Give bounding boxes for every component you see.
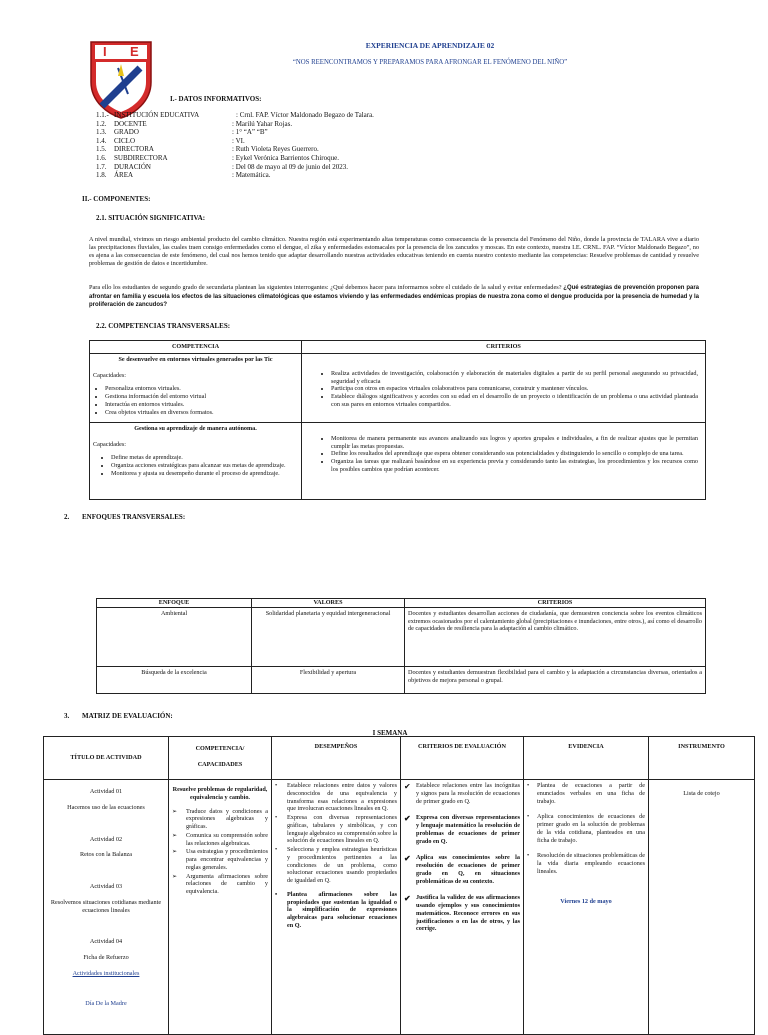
datos-number: 1.5. — [96, 145, 107, 154]
capacidades-label: Capacidades: — [93, 371, 126, 379]
competencia-row-autonoma — [90, 422, 706, 499]
datos-row — [96, 154, 516, 163]
datos-heading: I.- DATOS INFORMATIVOS: — [170, 95, 262, 103]
desempeno-text: Establece relaciones entre datos y valores desconocidos de una equivalencia y transforma esas relaciones a expresiones que involucran ecuaciones lineales en Q. — [287, 782, 397, 813]
criterio-evaluacion-text: Establece relaciones entre las incógnitas y signos para la resolución de ecuaciones de primer grado en Q. — [416, 782, 520, 805]
document-title: EXPERIENCIA DE APRENDIZAJE 02 — [365, 41, 495, 50]
semana-label: I SEMANA — [372, 729, 408, 737]
actividad-title: Hacemos uso de las ecuaciones — [67, 803, 145, 811]
evidencia-header: EVIDENCIA — [524, 737, 649, 780]
criterios-header: CRITERIOS — [302, 341, 706, 354]
evidencia-cell — [524, 780, 649, 1035]
capacidad-item: • Organiza acciones estratégicas para alcanzar sus metas de aprendizaje. — [111, 462, 298, 470]
criterio-item: • Define los resultados del aprendizaje que espera obtener considerando sus potencialidades y distinguiendo lo sencillo o complejo de una tarea. — [331, 450, 698, 458]
evidencia-text: Aplica conocimientos de ecuaciones de primer grado en la solución de problemas de la vida cotidiana, planteados en una ficha de trabajo. — [537, 813, 645, 844]
logo-letter-i: I — [103, 44, 107, 59]
enfoque-row — [97, 607, 706, 666]
evidencia-item — [527, 813, 645, 844]
capacidad-item: • Crea objetos virtuales en diversos formatos. — [105, 409, 298, 417]
actividad-title: Resolvemos situaciones cotidianas mediante ecuaciones lineales — [50, 898, 162, 914]
datos-row — [96, 163, 516, 172]
bullet-icon: • — [275, 890, 278, 898]
actividad-label: Actividad 04 — [89, 938, 123, 946]
competencia-title: Se desenvuelve en entornos virtuales generados por las Tic — [118, 355, 273, 363]
evidencia-item — [527, 782, 645, 805]
desempeno-item — [275, 782, 397, 813]
actividades-cell — [44, 780, 169, 1035]
school-logo — [88, 38, 154, 120]
datos-label: DIRECTORA — [114, 145, 154, 154]
datos-label: CICLO — [114, 136, 135, 145]
criterios-evaluacion-cell — [401, 780, 524, 1035]
evidencia-fecha: Viernes 12 de mayo — [560, 897, 612, 905]
datos-label: ÁREA — [114, 171, 134, 180]
datos-value: : Eykel Verónica Barrientos Chiroque. — [232, 153, 339, 162]
bullet-icon: • — [275, 782, 278, 789]
componentes-heading: II.- COMPONENTES: — [82, 195, 151, 203]
competencia-header: COMPETENCIA — [90, 341, 302, 354]
bullet-icon: • — [527, 782, 530, 789]
criterio-evaluacion-text: Expresa con diversas representaciones y lenguaje matemático la resolución de problemas de ecuaciones de primer grado en Q. — [416, 814, 520, 845]
dia-madre-label: Día De la Madre — [85, 999, 127, 1007]
criterio-item: • Establece diálogos significativos y acordes con su edad en el desarrollo de un proyecto o identificación de un problema o una actividad planteada con sus pares en entornos virtuales compartidos. — [331, 393, 698, 409]
situacion-question-1: Para ello los estudiantes de segundo grado de secundaria plantean las siguientes interrogantes: ¿Qué debemos hacer para informarnos sobre el cuidado de la salud y evitar enfermedades? — [89, 284, 564, 291]
datos-number: 1.4. — [96, 136, 107, 145]
actividad-item — [47, 836, 165, 860]
criterio-item: • Participa con otros en espacios virtuales colaborativos para comunicarse, construir y mantener vínculos. — [331, 385, 698, 393]
datos-value: : Crnl. FAP. Víctor Maldonado Begazo de Talara. — [236, 111, 374, 119]
criterio-evaluacion-text: Justifica la validez de sus afirmaciones usando ejemplos y sus conocimientos matemáticos. Reconoce errores en sus justificaciones o en las de otros, y las corrige. — [416, 894, 520, 933]
bullet-icon: • — [275, 846, 278, 853]
criterios-list — [305, 435, 702, 474]
datos-row — [96, 171, 516, 180]
actividad-item — [47, 883, 165, 914]
desempenos-header: DESEMPEÑOS — [272, 737, 401, 780]
datos-row — [96, 128, 516, 137]
capacidades-header-label: CAPACIDADES — [197, 760, 243, 768]
matriz-capacidad-item — [172, 873, 268, 896]
datos-label: GRADO — [114, 128, 139, 137]
datos-number: 1.7. — [96, 162, 107, 171]
datos-value: : 1° “A” “B” — [232, 128, 268, 137]
datos-number: 1.1.- — [96, 111, 109, 119]
bullet-icon: • — [275, 814, 278, 821]
desempenos-cell — [272, 780, 401, 1035]
datos-label: SUBDIRECTORA — [114, 153, 168, 162]
matriz-table — [43, 736, 755, 1035]
criterios-cell — [302, 353, 706, 422]
situacion-paragraph-1: A nivel mundial, vivimos un riesgo ambiental producto del cambio climático. Nuestra región está experimentando altas temperaturas como consecuencia de la presencia del Fenómeno del Niño, donde la provincia de TALARA vive a diario las precipitaciones fluviales, las cuales traen consigo enfermedades como el dengue, el zika y enfermedades estomacales por la presencia de los zancudos y moscas. En este contexto, nuestra I.E. CRNL. FAP. “Víctor Maldonado Begazo”, no es ajena a las consecuencias de este fenómeno, del cual nos hemos tenido que adaptar desarrollando nuestras actividades educativas teniendo en cuenta nuestro contexto mediante las competencias: Resuelve problemas de cantidad y resuelve problemas de gestión de datos e incertidumbre. — [89, 236, 699, 267]
competencia-cell — [90, 353, 302, 422]
actividad-label: Actividad 02 — [89, 835, 123, 843]
matriz-header-row — [44, 737, 755, 780]
actividades-institucionales-link[interactable]: Actividades institucionales — [72, 969, 140, 977]
competencia-title: Gestiona su aprendizaje de manera autónoma. — [134, 424, 257, 432]
titulo-actividad-header: TÍTULO DE ACTIVIDAD — [44, 737, 169, 780]
arrow-bullet-icon: ➢ — [172, 872, 178, 880]
logo-letter-e: E — [130, 44, 139, 59]
criterio-evaluacion-item — [404, 854, 520, 885]
enfoque-valores: Flexibilidad y apertura — [252, 666, 405, 693]
enfoques-table — [96, 598, 706, 694]
enfoque-criterios: Docentes y estudiantes demuestran flexibilidad para el cambio y la adaptación a circunstancias diversas, orientados a objetivos de mejora personal o grupal. — [405, 666, 706, 693]
document-subtitle: “NOS REENCONTRAMOS Y PREPARAMOS PARA AFRONGAR EL FENÓMENO DEL NIÑO” — [292, 59, 568, 66]
criterio-item: • Realiza actividades de investigación, colaboración y elaboración de materiales digitales a partir de su perfil personal asegurando su privacidad, seguridad y eficacia — [331, 370, 698, 386]
desempeno-text: Selecciona y emplea estrategias heurísticas y procedimientos pertinentes a las condiciones de un problema, como solucionar ecuaciones usando propiedades de igualdad en Q. — [287, 846, 397, 884]
criterio-evaluacion-item — [404, 782, 520, 805]
enfoque-header: ENFOQUE — [97, 599, 252, 608]
competencia-cell — [90, 422, 302, 499]
situacion-question-2: ¿Qué estrategias de prevención proponen para afrontar en familia y escuela los efectos de las situaciones climatológicas que estamos viviendo y las enfermedades endémicas propias de nuestra zona como el dengue producida por la presencia de humedad y la proliferación de zancudos? — [89, 285, 700, 308]
datos-label: DURACIÓN — [114, 162, 151, 171]
matriz-competencia-title: Resuelve problemas de regularidad, equivalencia y cambio. — [172, 786, 268, 801]
capacidad-item: • Monitorea y ajusta su desempeño durante el proceso de aprendizaje. — [111, 470, 298, 478]
evidencia-text: Resolución de situaciones problemáticas de la vida diaria empleando ecuaciones lineales. — [537, 852, 645, 875]
instrumento-cell: Lista de cotejo — [649, 780, 755, 1035]
arrow-bullet-icon: ➢ — [172, 807, 178, 815]
datos-row — [96, 111, 516, 120]
enfoque-valores: Solidaridad planetaria y equidad intergeneracional — [252, 607, 405, 666]
enfoques-heading: ENFOQUES TRANSVERSALES: — [82, 513, 186, 521]
datos-number: 1.3. — [96, 128, 107, 137]
actividad-label: Actividad 03 — [89, 883, 123, 890]
bullet-icon: • — [527, 813, 530, 821]
check-icon: ✔ — [404, 782, 411, 791]
check-icon: ✔ — [404, 854, 411, 864]
situacion-heading: 2.1. SITUACIÓN SIGNIFICATIVA: — [96, 214, 206, 222]
criterio-evaluacion-text: Aplica sus conocimientos sobre la resolución de ecuaciones de primer grado en Q, en situaciones problemáticas de su contexto. — [416, 854, 520, 885]
enfoque-criterios-header: CRITERIOS — [405, 599, 706, 608]
arrow-bullet-icon: ➢ — [172, 848, 178, 856]
situacion-paragraph-2 — [89, 284, 699, 310]
desempeno-bold-item — [275, 891, 397, 930]
capacidad-item: • Personaliza entornos virtuales. — [105, 385, 298, 393]
capacidad-item: • Interactúa en entornos virtuales. — [105, 401, 298, 409]
desempeno-item — [275, 846, 397, 885]
competencia-row-tic — [90, 353, 706, 422]
capacidad-item: • Define metas de aprendizaje. — [111, 454, 298, 462]
capacidades-label: Capacidades: — [93, 440, 126, 448]
datos-value: : VI. — [232, 136, 245, 145]
datos-label: DOCENTE — [114, 119, 147, 128]
matriz-body-row — [44, 780, 755, 1035]
criterio-item: • Monitorea de manera permanente sus avances analizando sus logros y aportes grupales e individuales, a fin de realizar ajustes que le permitan cumplir las metas propuestas. — [331, 435, 698, 451]
enfoque-criterios: Docentes y estudiantes desarrollan acciones de ciudadanía, que demuestren conciencia sobre los eventos climáticos extremos ocasionados por el calentamiento global (precipitaciones e inundaciones, entre otros.), así como el desarrollo de capacidades de resiliencia para la adaptación al cambio climático. — [405, 607, 706, 666]
matriz-capacidad-text: Traduce datos y condiciones a expresiones algebraicas y gráficas. — [186, 807, 268, 830]
criterio-evaluacion-item — [404, 814, 520, 845]
datos-value: : Marilú Yahar Rojas. — [232, 119, 293, 128]
valores-header: VALORES — [252, 599, 405, 608]
competencias-table — [89, 340, 706, 500]
competencia-capacidades-header — [169, 737, 272, 780]
datos-value: : Matemática. — [232, 171, 271, 180]
actividad-item — [47, 788, 165, 812]
datos-number: 1.6. — [96, 153, 107, 162]
matriz-capacidad-item — [172, 848, 268, 871]
actividad-label: Actividad 01 — [89, 788, 123, 795]
competencia-capacidades-cell — [169, 780, 272, 1035]
instrumento-header: INSTRUMENTO — [649, 737, 755, 780]
datos-value: : Ruth Violeta Reyes Guerrero. — [232, 145, 319, 154]
evidencia-text: Plantea de ecuaciones a partir de enunciados verbales en una ficha de trabajo. — [537, 782, 645, 805]
enfoque-name: Ambiental — [97, 607, 252, 666]
enfoque-name: Búsqueda de la excelencia — [97, 666, 252, 693]
actividad-title: Ficha de Refuerzo — [83, 954, 129, 961]
datos-value: : Del 08 de mayo al 09 de junio del 2023. — [232, 162, 349, 171]
datos-row — [96, 120, 516, 129]
enfoque-row — [97, 666, 706, 693]
matriz-capacidad-text: Argumenta afirmaciones sobre relaciones de cambio y equivalencia. — [186, 872, 268, 895]
actividad-title: Retos con la Balanza — [79, 851, 133, 859]
datos-number: 1.2. — [96, 119, 107, 128]
criterios-list — [305, 370, 702, 409]
criterio-evaluacion-item — [404, 894, 520, 933]
bullet-icon: • — [527, 852, 530, 860]
matriz-heading-number: 3. — [64, 712, 70, 720]
desempeno-bold-text: Plantea afirmaciones sobre las propiedades que sustentan la igualdad o la simplificación de expresiones algebraicas para solucionar ecuaciones en Q. — [287, 890, 397, 929]
datos-number: 1.8. — [96, 171, 107, 180]
arrow-bullet-icon: ➢ — [172, 831, 178, 839]
capacidad-item: • Gestiona información del entorno virtual — [105, 393, 298, 401]
capacidades-list — [93, 385, 298, 416]
competencias-heading: 2.2. COMPETENCIAS TRANSVERSALES: — [96, 322, 231, 330]
datos-row — [96, 145, 516, 154]
criterios-evaluacion-header: CRITERIOS DE EVALUACIÓN — [401, 737, 524, 780]
capacidades-list — [93, 454, 298, 477]
matriz-capacidad-text: Usa estrategias y procedimientos para encontrar equivalencias y reglas generales. — [186, 848, 268, 871]
datos-row — [96, 137, 516, 146]
competencia-header-label: COMPETENCIA/ — [195, 745, 245, 752]
matriz-capacidad-item — [172, 832, 268, 848]
desempeno-item — [275, 814, 397, 845]
actividad-item — [47, 938, 165, 962]
matriz-capacidad-item — [172, 808, 268, 831]
evidencia-item — [527, 852, 645, 875]
datos-list — [96, 111, 516, 180]
matriz-heading: MATRIZ DE EVALUACIÓN: — [82, 712, 173, 720]
check-icon: ✔ — [404, 894, 411, 904]
datos-label: INSTITUCIÓN EDUCATIVA — [114, 111, 200, 119]
enfoques-heading-number: 2. — [64, 513, 70, 521]
check-icon: ✔ — [404, 814, 411, 824]
desempeno-text: Expresa con diversas representaciones gráficas, tabulares y simbólicas, y con lenguaje algebraico su comprensión sobre la solución de ecuaciones lineales en Q. — [287, 814, 397, 845]
matriz-capacidad-text: Comunica su comprensión sobre las relaciones algebraicas. — [186, 831, 268, 847]
school-shield-icon — [88, 38, 154, 120]
criterios-cell — [302, 422, 706, 499]
criterio-item: • Organiza las tareas que realizará basándose en su experiencia previa y considerando tanto las estrategias, los procedimientos y los recursos como los posibles cambios que podrían acontecer. — [331, 458, 698, 474]
